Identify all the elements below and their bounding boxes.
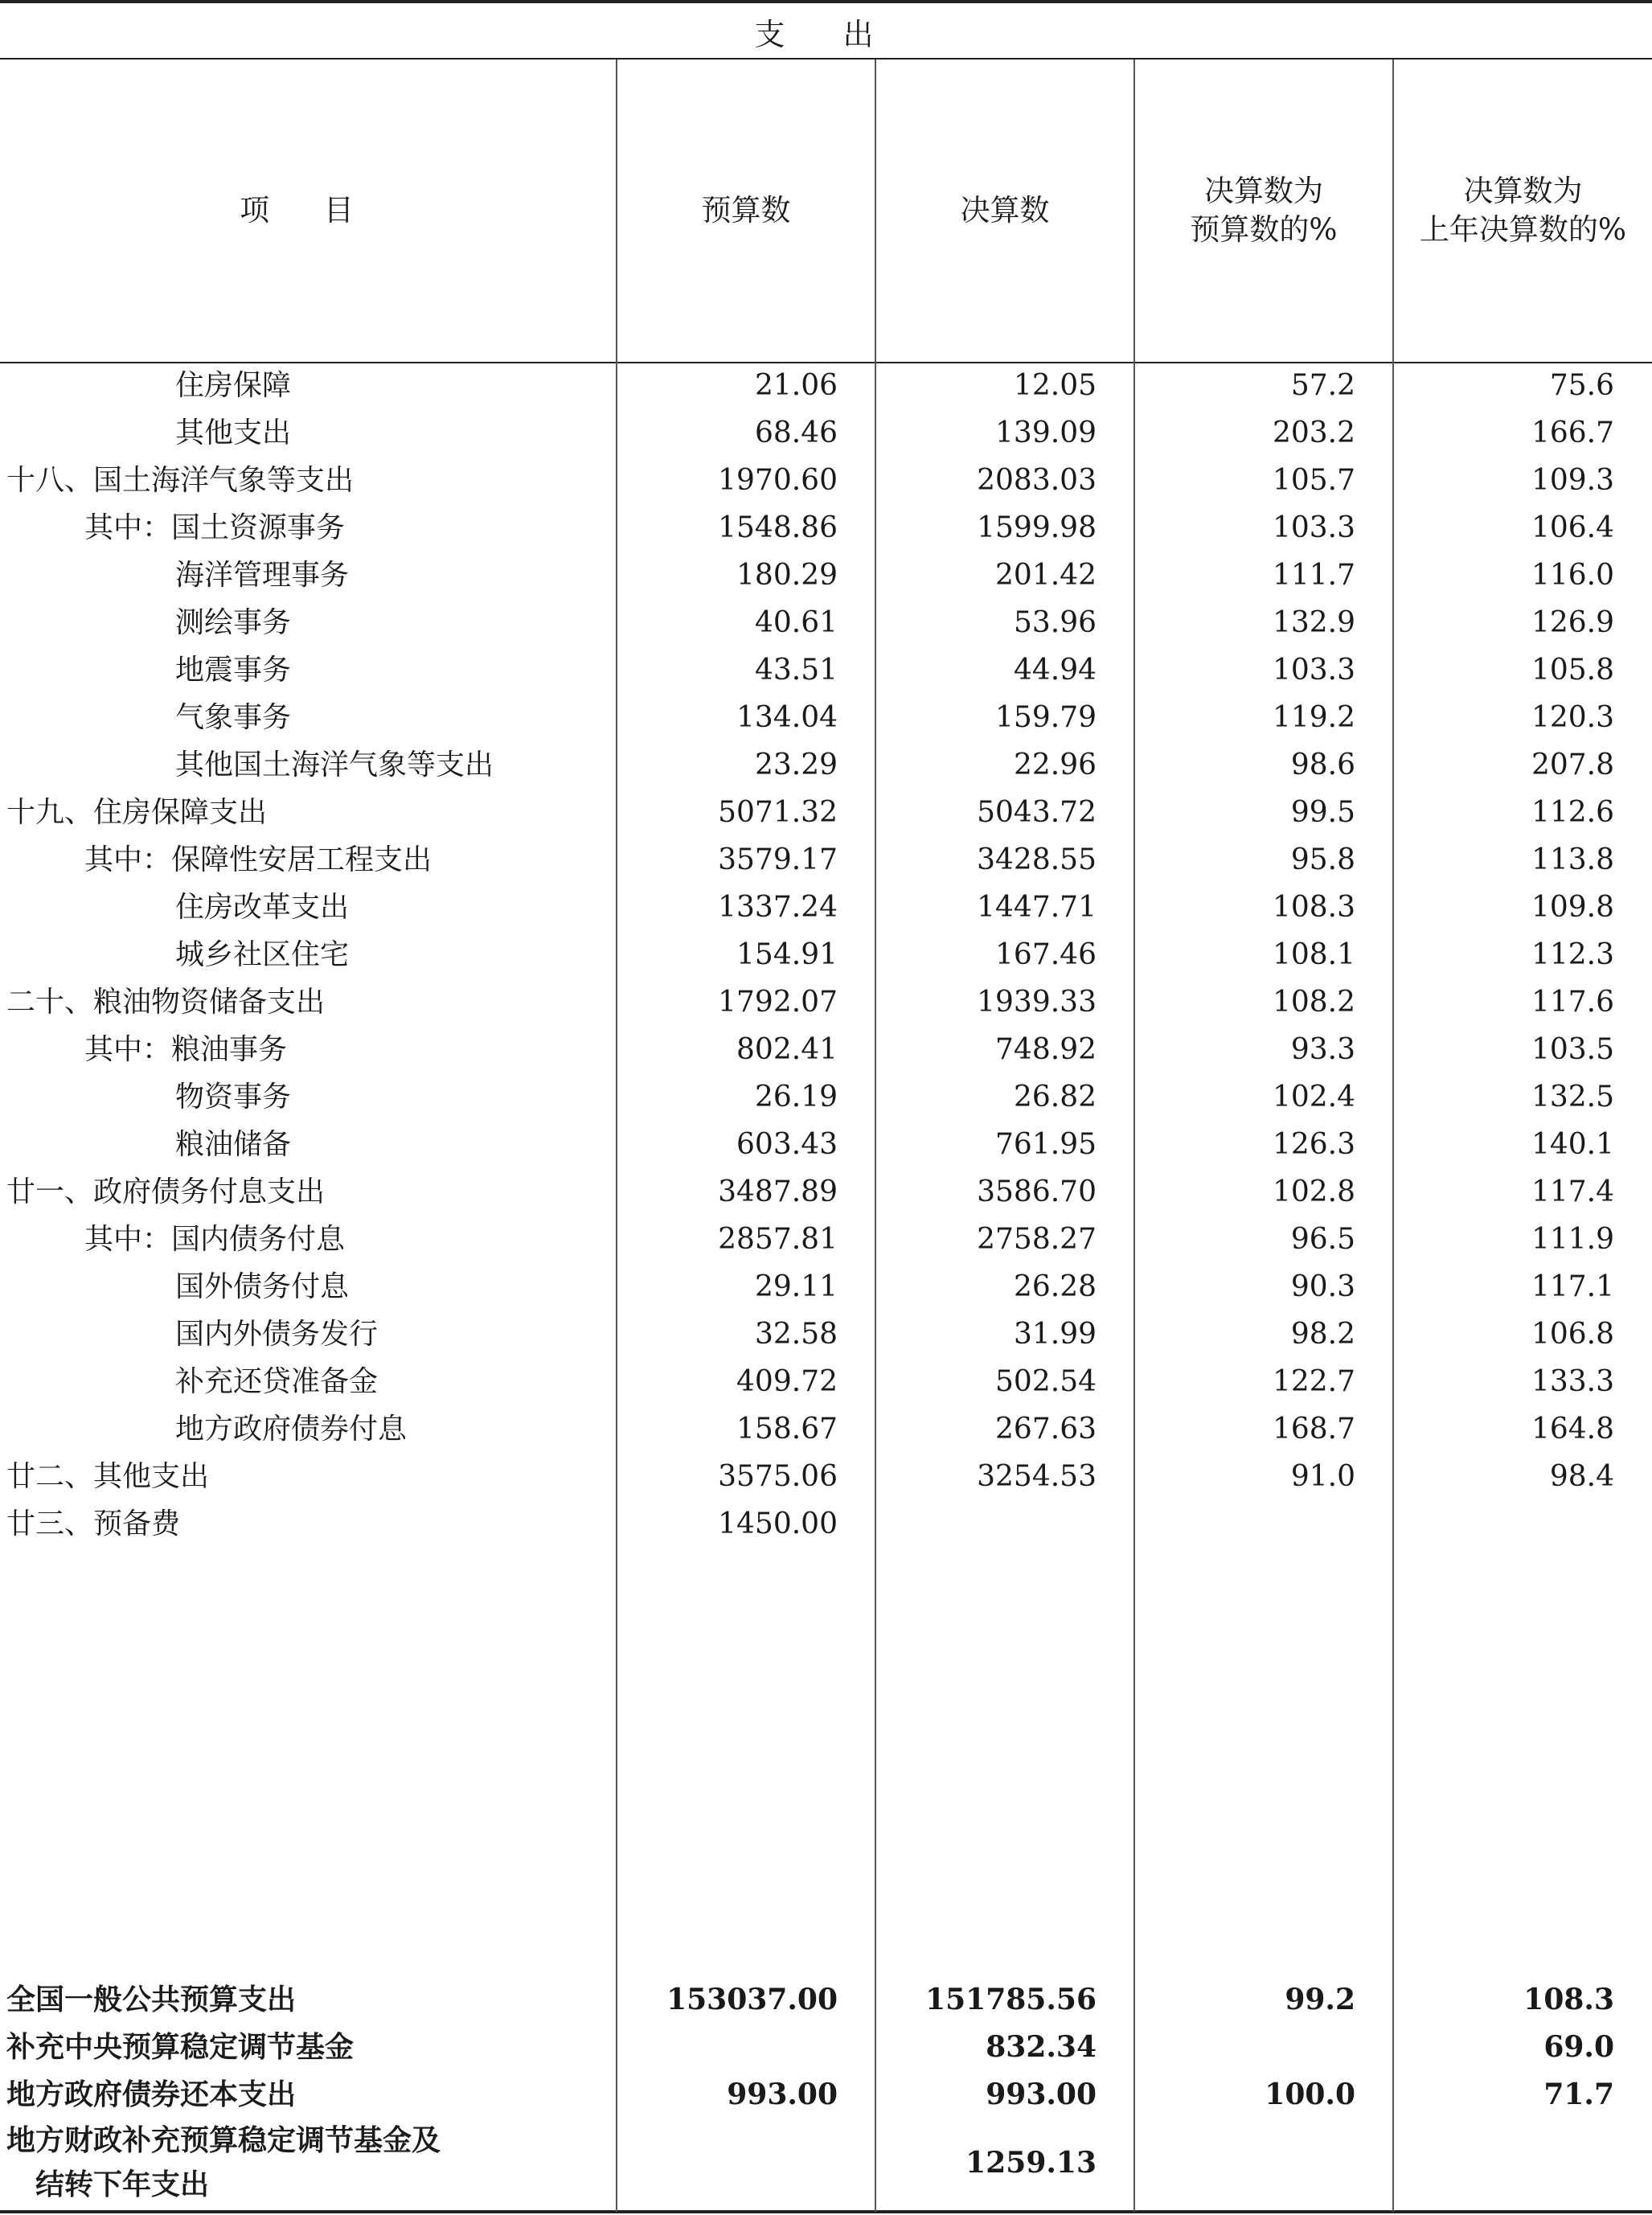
table-row: [0, 741, 1652, 789]
total-budget-value: 153037.00: [666, 1983, 838, 2016]
budget-value: 158.67: [736, 1413, 838, 1446]
pct-budget-value: 103.3: [1272, 511, 1355, 544]
final-value: 22.96: [1013, 749, 1097, 781]
total-pct-prev-value: 71.7: [1543, 2078, 1614, 2111]
pct-prev-value: 117.1: [1531, 1270, 1614, 1303]
table-row: [0, 552, 1652, 599]
total-row: [0, 1976, 1652, 2024]
pct-prev-value: 133.3: [1531, 1365, 1614, 1398]
table-row: [0, 789, 1652, 836]
final-value: 5043.72: [977, 796, 1097, 829]
final-value: 748.92: [995, 1033, 1097, 1066]
pct-budget-value: 102.8: [1272, 1175, 1355, 1208]
pct-prev-value: 98.4: [1549, 1460, 1614, 1493]
total-budget-value: [619, 2119, 838, 2207]
pct-prev-value: 112.3: [1531, 938, 1614, 971]
pct-prev-value: 140.1: [1531, 1128, 1614, 1161]
row-label: 其他支出: [175, 416, 292, 449]
table-row: [0, 457, 1652, 504]
final-value: 2083.03: [977, 464, 1097, 497]
final-value: 1939.33: [977, 986, 1097, 1019]
pct-budget-value: 122.7: [1272, 1365, 1355, 1398]
budget-value: 134.04: [736, 701, 838, 734]
header-pct-budget-line2: 预算数的%: [1190, 212, 1338, 247]
row-label: 十九、住房保障支出: [6, 796, 268, 829]
table-body: [0, 362, 1652, 1548]
total-final-value: 1259.13: [965, 2146, 1097, 2180]
bottom-border: [0, 2210, 1652, 2213]
header-pct-budget-line1: 决算数为: [1203, 174, 1323, 208]
final-value: 2758.27: [977, 1223, 1097, 1256]
row-label: 物资事务: [175, 1081, 292, 1114]
header-pct-prev: [1394, 59, 1652, 362]
total-row: [0, 2024, 1652, 2071]
row-label: 城乡社区住宅: [175, 938, 350, 971]
pct-budget-value: 93.3: [1290, 1033, 1355, 1066]
pct-prev-value: 112.6: [1531, 796, 1614, 829]
table-row: [0, 599, 1652, 646]
final-value: 1447.71: [977, 891, 1097, 924]
row-label: 其中：粮油事务: [84, 1033, 288, 1066]
table-row: [0, 836, 1652, 884]
pct-budget-value: 105.7: [1272, 464, 1355, 497]
budget-value: 3575.06: [718, 1460, 838, 1493]
table-row: [0, 1121, 1652, 1168]
budget-value: 32.58: [754, 1318, 838, 1351]
row-label: 地方政府债券付息: [175, 1413, 408, 1446]
total-label: 补充中央预算稳定调节基金: [6, 2030, 355, 2064]
table-row: [0, 931, 1652, 978]
table-row: [0, 362, 1652, 409]
row-label: 国外债务付息: [175, 1270, 350, 1303]
pct-budget-value: 108.3: [1272, 891, 1355, 924]
budget-value: 603.43: [736, 1128, 838, 1161]
table-row: [0, 1073, 1652, 1121]
row-label: 测绘事务: [175, 606, 292, 639]
pct-prev-value: 111.9: [1531, 1223, 1614, 1256]
budget-value: 43.51: [754, 654, 838, 687]
total-label: [6, 2119, 441, 2207]
header-item: 项 目: [240, 193, 376, 228]
pct-budget-value: 119.2: [1272, 701, 1355, 734]
table-row: [0, 1405, 1652, 1453]
final-value: 44.94: [1013, 654, 1097, 687]
pct-budget-value: 203.2: [1272, 416, 1355, 449]
final-value: [878, 1500, 1097, 1548]
budget-value: 26.19: [754, 1081, 838, 1114]
total-label: 全国一般公共预算支出: [6, 1983, 297, 2016]
final-value: 26.28: [1013, 1270, 1097, 1303]
pct-budget-value: 95.8: [1290, 843, 1355, 876]
final-value: 1599.98: [977, 511, 1097, 544]
final-value: 139.09: [995, 416, 1097, 449]
table-row: [0, 504, 1652, 552]
budget-value: 68.46: [754, 416, 838, 449]
pct-budget-value: 108.1: [1272, 938, 1355, 971]
budget-value: 21.06: [754, 369, 838, 402]
pct-budget-value: [1137, 1500, 1355, 1548]
pct-prev-value: 166.7: [1531, 416, 1614, 449]
row-label: 二十、粮油物资储备支出: [6, 986, 326, 1019]
total-label-line1: 地方财政补充预算稳定调节基金及: [6, 2123, 441, 2157]
row-label: 其中：保障性安居工程支出: [84, 843, 432, 876]
final-value: 12.05: [1013, 369, 1097, 402]
total-pct-prev-value: [1396, 2119, 1614, 2207]
final-value: 502.54: [995, 1365, 1097, 1398]
pct-budget-value: 90.3: [1290, 1270, 1355, 1303]
pct-budget-value: 108.2: [1272, 986, 1355, 1019]
final-value: 267.63: [995, 1413, 1097, 1446]
table-row: [0, 1311, 1652, 1358]
pct-prev-value: 207.8: [1531, 749, 1614, 781]
budget-value: 23.29: [754, 749, 838, 781]
pct-budget-value: 99.5: [1290, 796, 1355, 829]
header-final: 决算数: [960, 193, 1050, 228]
final-value: 53.96: [1013, 606, 1097, 639]
table-row: [0, 978, 1652, 1026]
table-row: [0, 884, 1652, 931]
pct-prev-value: 116.0: [1531, 559, 1614, 592]
pct-prev-value: 126.9: [1531, 606, 1614, 639]
row-label: 廿三、预备费: [6, 1507, 181, 1540]
row-label: 其他国土海洋气象等支出: [175, 749, 494, 781]
table-row: [0, 1263, 1652, 1311]
row-label: 补充还贷准备金: [175, 1365, 379, 1398]
row-label: 气象事务: [175, 701, 292, 734]
pct-budget-value: 168.7: [1272, 1413, 1355, 1446]
pct-budget-value: 103.3: [1272, 654, 1355, 687]
total-row: [0, 2071, 1652, 2119]
final-value: 761.95: [995, 1128, 1097, 1161]
header-pct-prev-line1: 决算数为: [1463, 174, 1583, 208]
row-label: 廿二、其他支出: [6, 1460, 210, 1493]
pct-prev-value: 106.8: [1531, 1318, 1614, 1351]
budget-value: 154.91: [736, 938, 838, 971]
row-label: 十八、国土海洋气象等支出: [6, 464, 355, 497]
pct-prev-value: 113.8: [1531, 843, 1614, 876]
total-final-value: 993.00: [986, 2078, 1097, 2111]
row-label: 廿一、政府债务付息支出: [6, 1175, 326, 1208]
pct-prev-value: 117.4: [1531, 1175, 1614, 1208]
table-row: [0, 694, 1652, 741]
final-value: 31.99: [1013, 1318, 1097, 1351]
pct-prev-value: 109.8: [1531, 891, 1614, 924]
table-row: [0, 1358, 1652, 1405]
total-pct-budget-value: 99.2: [1285, 1983, 1355, 2016]
pct-budget-value: 132.9: [1272, 606, 1355, 639]
budget-value: 802.41: [736, 1033, 838, 1066]
header-pct-budget: [1135, 59, 1392, 362]
final-value: 167.46: [995, 938, 1097, 971]
final-value: 159.79: [995, 701, 1097, 734]
row-label: 海洋管理事务: [175, 559, 350, 592]
pct-budget-value: 96.5: [1290, 1223, 1355, 1256]
pct-prev-value: 109.3: [1531, 464, 1614, 497]
pct-budget-value: 102.4: [1272, 1081, 1355, 1114]
pct-prev-value: 75.6: [1549, 369, 1614, 402]
total-pct-budget-value: [1137, 2024, 1355, 2071]
budget-value: 1792.07: [718, 986, 838, 1019]
budget-value: 409.72: [736, 1365, 838, 1398]
row-label: 其中：国内债务付息: [84, 1223, 346, 1256]
total-label-line2: 结转下年支出: [35, 2168, 210, 2201]
pct-prev-value: 105.8: [1531, 654, 1614, 687]
budget-value: 180.29: [736, 559, 838, 592]
pct-prev-value: [1396, 1500, 1614, 1548]
table-totals: [0, 1976, 1652, 2207]
pct-prev-value: 164.8: [1531, 1413, 1614, 1446]
header-budget: 预算数: [701, 193, 791, 228]
header-pct-prev-line2: 上年决算数的%: [1419, 212, 1627, 247]
pct-prev-value: 106.4: [1531, 511, 1614, 544]
pct-prev-value: 103.5: [1531, 1033, 1614, 1066]
total-budget-value: [619, 2024, 838, 2071]
pct-budget-value: 126.3: [1272, 1128, 1355, 1161]
budget-value: 1970.60: [718, 464, 838, 497]
total-row: [0, 2119, 1652, 2207]
budget-value: 1450.00: [718, 1507, 838, 1540]
row-label: 住房保障: [175, 369, 292, 402]
pct-budget-value: 57.2: [1290, 369, 1355, 402]
row-label: 国内外债务发行: [175, 1318, 379, 1351]
total-label: 地方政府债券还本支出: [6, 2078, 297, 2111]
row-label: 住房改革支出: [175, 891, 350, 924]
total-budget-value: 993.00: [727, 2078, 838, 2111]
final-value: 26.82: [1013, 1081, 1097, 1114]
budget-value: 1548.86: [718, 511, 838, 544]
table-row: [0, 1453, 1652, 1500]
pct-budget-value: 98.2: [1290, 1318, 1355, 1351]
budget-value: 40.61: [754, 606, 838, 639]
total-pct-prev-value: 69.0: [1543, 2030, 1614, 2064]
total-final-value: 832.34: [986, 2030, 1097, 2064]
table-row: [0, 1216, 1652, 1263]
budget-value: 29.11: [754, 1270, 838, 1303]
pct-prev-value: 120.3: [1531, 701, 1614, 734]
total-pct-budget-value: [1137, 2119, 1355, 2207]
total-pct-budget-value: 100.0: [1265, 2078, 1355, 2111]
pct-budget-value: 91.0: [1290, 1460, 1355, 1493]
pct-budget-value: 98.6: [1290, 749, 1355, 781]
budget-value: 3579.17: [718, 843, 838, 876]
final-value: 3586.70: [977, 1175, 1097, 1208]
final-value: 3254.53: [977, 1460, 1097, 1493]
final-value: 3428.55: [977, 843, 1097, 876]
row-label: 粮油储备: [175, 1128, 292, 1161]
pct-prev-value: 117.6: [1531, 986, 1614, 1019]
row-label: 其中：国土资源事务: [84, 511, 346, 544]
table-row: [0, 1500, 1652, 1548]
final-value: 201.42: [995, 559, 1097, 592]
budget-value: 1337.24: [718, 891, 838, 924]
table-row: [0, 1026, 1652, 1073]
pct-budget-value: 111.7: [1272, 559, 1355, 592]
pct-prev-value: 132.5: [1531, 1081, 1614, 1114]
budget-value: 3487.89: [718, 1175, 838, 1208]
budget-value: 2857.81: [718, 1223, 838, 1256]
total-pct-prev-value: 108.3: [1523, 1983, 1614, 2016]
table-title: 支 出: [754, 16, 898, 52]
row-label: 地震事务: [175, 654, 292, 687]
table-row: [0, 1168, 1652, 1216]
total-final-value: 151785.56: [925, 1983, 1097, 2016]
budget-value: 5071.32: [718, 796, 838, 829]
table-row: [0, 646, 1652, 694]
table-row: [0, 409, 1652, 457]
